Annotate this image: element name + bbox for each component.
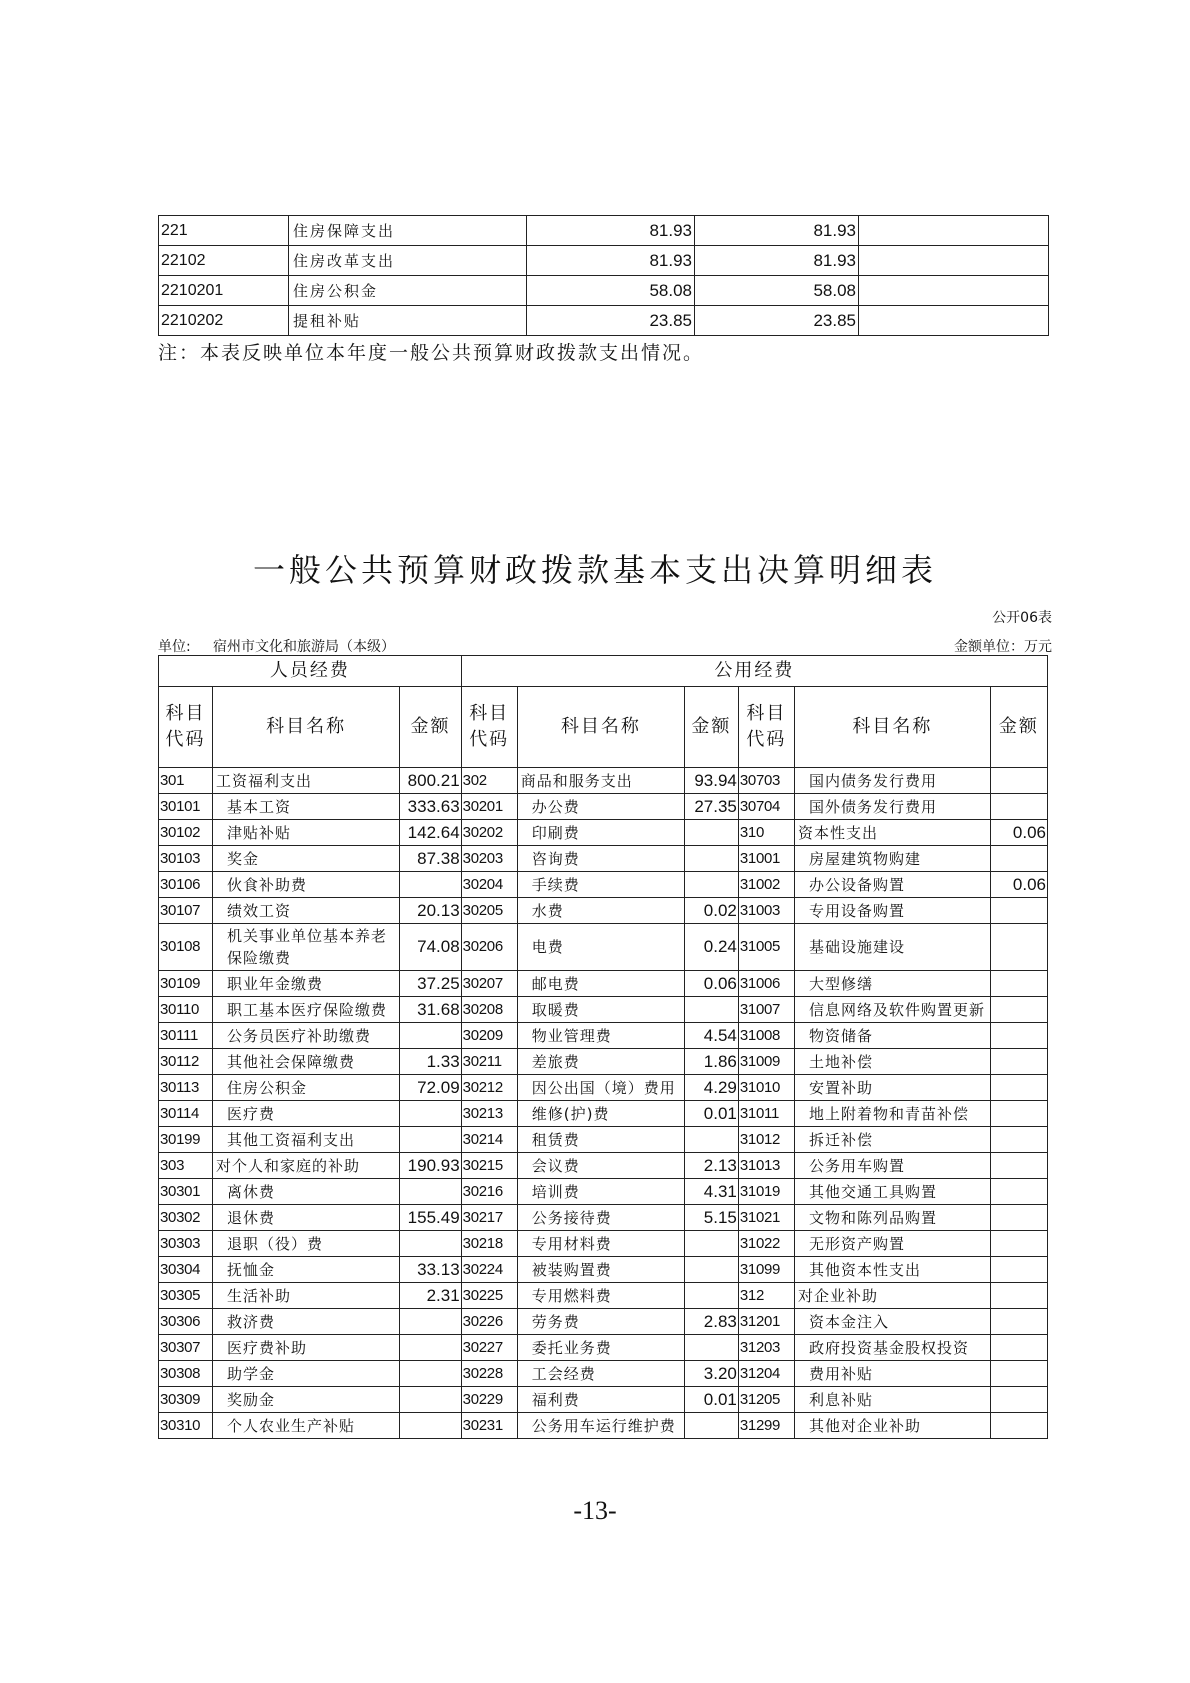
personnel-code: 30102 [159, 820, 213, 846]
personnel-amount [400, 1387, 461, 1413]
personnel-amount: 142.64 [400, 820, 461, 846]
income-expenditure-table-continued [158, 215, 1049, 336]
public-amount: 4.29 [684, 1075, 738, 1101]
public-name: 公务接待费 [517, 1205, 684, 1231]
public-amount-2 [990, 1049, 1047, 1075]
table-row [159, 1309, 1048, 1335]
public-code-2: 31005 [738, 924, 794, 971]
col-name-1: 科目名称 [212, 687, 399, 768]
public-code-2: 31019 [738, 1179, 794, 1205]
table-row [159, 1387, 1048, 1413]
public-amount: 4.54 [684, 1023, 738, 1049]
public-code: 30216 [461, 1179, 517, 1205]
unit-name: 宿州市文化和旅游局（本级） [212, 639, 395, 655]
public-name-2: 对企业补助 [794, 1283, 990, 1309]
personnel-amount: 155.49 [400, 1205, 461, 1231]
public-code: 30224 [461, 1257, 517, 1283]
public-name-2: 无形资产购置 [794, 1231, 990, 1257]
group-header-row [159, 656, 1048, 687]
public-name: 福利费 [517, 1387, 684, 1413]
table-row [159, 1101, 1048, 1127]
public-code-2: 30703 [738, 768, 794, 794]
table-row [159, 1023, 1048, 1049]
personnel-name: 抚恤金 [212, 1257, 399, 1283]
table-row [159, 1179, 1048, 1205]
personnel-code: 30304 [159, 1257, 213, 1283]
public-code: 30231 [461, 1413, 517, 1439]
public-amount-2 [990, 1127, 1047, 1153]
personnel-amount: 74.08 [400, 924, 461, 971]
table-row [159, 216, 1049, 246]
public-code: 30208 [461, 997, 517, 1023]
public-amount: 3.20 [684, 1361, 738, 1387]
public-code: 30211 [461, 1049, 517, 1075]
table-row [159, 898, 1048, 924]
public-code: 30207 [461, 971, 517, 997]
personnel-name: 基本工资 [212, 794, 399, 820]
public-name-2: 地上附着物和青苗补偿 [794, 1101, 990, 1127]
public-name: 差旅费 [517, 1049, 684, 1075]
public-code-2: 31006 [738, 971, 794, 997]
personnel-name: 生活补助 [212, 1283, 399, 1309]
personnel-name: 离休费 [212, 1179, 399, 1205]
personnel-code: 30307 [159, 1335, 213, 1361]
amount-cell: 81.93 [527, 246, 695, 276]
amount-cell: 58.08 [527, 276, 695, 306]
public-amount [684, 1283, 738, 1309]
public-amount-2 [990, 1309, 1047, 1335]
reporting-unit [158, 636, 395, 656]
personnel-name: 职工基本医疗保险缴费 [212, 997, 399, 1023]
public-code: 30229 [461, 1387, 517, 1413]
personnel-name: 公务员医疗补助缴费 [212, 1023, 399, 1049]
page-title: 一般公共预算财政拨款基本支出决算明细表 [252, 551, 937, 589]
public-name: 手续费 [517, 872, 684, 898]
personnel-code: 30114 [159, 1101, 213, 1127]
public-name-2: 信息网络及软件购置更新 [794, 997, 990, 1023]
public-amount: 0.02 [684, 898, 738, 924]
public-name: 物业管理费 [517, 1023, 684, 1049]
col-amount-2: 金额 [684, 687, 738, 768]
personnel-name: 奖金 [212, 846, 399, 872]
public-amount: 2.83 [684, 1309, 738, 1335]
personnel-code: 30111 [159, 1023, 213, 1049]
public-amount-2 [990, 768, 1047, 794]
personnel-name: 医疗费补助 [212, 1335, 399, 1361]
personnel-name: 医疗费 [212, 1101, 399, 1127]
table-row [159, 276, 1049, 306]
personnel-name: 住房公积金 [212, 1075, 399, 1101]
public-name: 会议费 [517, 1153, 684, 1179]
table-row [159, 1127, 1048, 1153]
public-name-2: 公务用车购置 [794, 1153, 990, 1179]
personnel-code: 30112 [159, 1049, 213, 1075]
personnel-name: 奖励金 [212, 1387, 399, 1413]
public-expenses-header: 公用经费 [461, 656, 1047, 687]
amount-cell [859, 246, 1049, 276]
table-row [159, 1205, 1048, 1231]
public-name-2: 房屋建筑物购建 [794, 846, 990, 872]
personnel-code: 30103 [159, 846, 213, 872]
public-amount-2 [990, 971, 1047, 997]
public-amount-2 [990, 997, 1047, 1023]
public-amount-2 [990, 1283, 1047, 1309]
public-name: 被装购置费 [517, 1257, 684, 1283]
amount-cell [859, 216, 1049, 246]
personnel-code: 301 [159, 768, 213, 794]
public-name: 工会经费 [517, 1361, 684, 1387]
public-code: 30213 [461, 1101, 517, 1127]
public-code: 30225 [461, 1283, 517, 1309]
public-code-2: 31002 [738, 872, 794, 898]
col-code-3: 科目代码 [738, 687, 794, 768]
subject-code: 2210201 [159, 276, 289, 306]
personnel-name: 职业年金缴费 [212, 971, 399, 997]
public-code-2: 31204 [738, 1361, 794, 1387]
public-amount [684, 820, 738, 846]
table-row [159, 1361, 1048, 1387]
public-name: 办公费 [517, 794, 684, 820]
public-amount: 93.94 [684, 768, 738, 794]
personnel-amount: 333.63 [400, 794, 461, 820]
personnel-code: 30310 [159, 1413, 213, 1439]
personnel-amount [400, 1361, 461, 1387]
personnel-code: 30305 [159, 1283, 213, 1309]
personnel-code: 30303 [159, 1231, 213, 1257]
public-amount: 0.06 [684, 971, 738, 997]
personnel-name: 津贴补贴 [212, 820, 399, 846]
personnel-code: 30110 [159, 997, 213, 1023]
public-code: 30201 [461, 794, 517, 820]
public-code: 30214 [461, 1127, 517, 1153]
public-name-2: 土地补偿 [794, 1049, 990, 1075]
public-amount: 5.15 [684, 1205, 738, 1231]
table-row [159, 1049, 1048, 1075]
personnel-name: 救济费 [212, 1309, 399, 1335]
personnel-amount: 20.13 [400, 898, 461, 924]
public-name: 租赁费 [517, 1127, 684, 1153]
table-row [159, 1257, 1048, 1283]
table-row [159, 246, 1049, 276]
public-name-2: 拆迁补偿 [794, 1127, 990, 1153]
table-row [159, 924, 1048, 971]
col-name-3: 科目名称 [794, 687, 990, 768]
personnel-amount [400, 1231, 461, 1257]
amount-cell: 23.85 [527, 306, 695, 336]
public-code: 30205 [461, 898, 517, 924]
personnel-amount [400, 1127, 461, 1153]
public-amount-2 [990, 1075, 1047, 1101]
amount-cell: 81.93 [527, 216, 695, 246]
public-amount-2 [990, 898, 1047, 924]
public-amount: 0.24 [684, 924, 738, 971]
public-code: 30228 [461, 1361, 517, 1387]
personnel-amount: 190.93 [400, 1153, 461, 1179]
subject-name: 提租补贴 [289, 306, 527, 336]
public-amount: 0.01 [684, 1101, 738, 1127]
personnel-code: 30106 [159, 872, 213, 898]
personnel-name: 退休费 [212, 1205, 399, 1231]
personnel-amount: 2.31 [400, 1283, 461, 1309]
subject-name: 住房公积金 [289, 276, 527, 306]
personnel-amount [400, 1413, 461, 1439]
public-code-2: 31099 [738, 1257, 794, 1283]
subject-name: 住房保障支出 [289, 216, 527, 246]
amount-cell [859, 276, 1049, 306]
public-name: 水费 [517, 898, 684, 924]
public-name-2: 其他交通工具购置 [794, 1179, 990, 1205]
public-amount-2 [990, 1257, 1047, 1283]
public-amount [684, 1231, 738, 1257]
public-amount [684, 872, 738, 898]
public-code-2: 310 [738, 820, 794, 846]
public-name: 咨询费 [517, 846, 684, 872]
public-amount [684, 1257, 738, 1283]
public-code: 30202 [461, 820, 517, 846]
personnel-code: 30199 [159, 1127, 213, 1153]
personnel-amount: 87.38 [400, 846, 461, 872]
public-amount: 27.35 [684, 794, 738, 820]
amount-unit: 金额单位：万元 [954, 639, 1052, 655]
public-amount-2 [990, 1335, 1047, 1361]
table-row [159, 768, 1048, 794]
personnel-name: 对个人和家庭的补助 [212, 1153, 399, 1179]
page-number: -13- [573, 1496, 617, 1525]
personnel-code: 30107 [159, 898, 213, 924]
public-code-2: 31011 [738, 1101, 794, 1127]
public-amount-2 [990, 1231, 1047, 1257]
public-code-2: 31001 [738, 846, 794, 872]
personnel-amount [400, 1179, 461, 1205]
form-number: 公开06表 [992, 610, 1052, 626]
personnel-amount [400, 872, 461, 898]
personnel-code: 30101 [159, 794, 213, 820]
public-name-2: 费用补贴 [794, 1361, 990, 1387]
public-name-2: 物资储备 [794, 1023, 990, 1049]
public-code-2: 31010 [738, 1075, 794, 1101]
public-name-2: 利息补贴 [794, 1387, 990, 1413]
public-name: 维修(护)费 [517, 1101, 684, 1127]
subject-code: 22102 [159, 246, 289, 276]
public-name: 邮电费 [517, 971, 684, 997]
personnel-code: 30302 [159, 1205, 213, 1231]
subject-name: 住房改革支出 [289, 246, 527, 276]
public-code-2: 30704 [738, 794, 794, 820]
public-name: 劳务费 [517, 1309, 684, 1335]
public-code-2: 31299 [738, 1413, 794, 1439]
public-amount-2 [990, 1361, 1047, 1387]
public-amount-2 [990, 794, 1047, 820]
public-name: 印刷费 [517, 820, 684, 846]
personnel-code: 30306 [159, 1309, 213, 1335]
personnel-amount [400, 1101, 461, 1127]
public-name-2: 资本金注入 [794, 1309, 990, 1335]
public-code: 30226 [461, 1309, 517, 1335]
public-code-2: 31008 [738, 1023, 794, 1049]
public-code-2: 31201 [738, 1309, 794, 1335]
public-name: 专用材料费 [517, 1231, 684, 1257]
personnel-name: 退职（役）费 [212, 1231, 399, 1257]
personnel-code: 30309 [159, 1387, 213, 1413]
public-amount-2 [990, 846, 1047, 872]
personnel-amount [400, 1335, 461, 1361]
table-row [159, 1283, 1048, 1309]
amount-cell [859, 306, 1049, 336]
personnel-amount [400, 1309, 461, 1335]
personnel-code: 30108 [159, 924, 213, 971]
public-name: 取暖费 [517, 997, 684, 1023]
public-name-2: 其他资本性支出 [794, 1257, 990, 1283]
unit-label: 单位: [158, 639, 191, 655]
public-code-2: 31009 [738, 1049, 794, 1075]
public-name-2: 国外债务发行费用 [794, 794, 990, 820]
public-name-2: 安置补助 [794, 1075, 990, 1101]
public-amount-2 [990, 1413, 1047, 1439]
col-amount-3: 金额 [990, 687, 1047, 768]
personnel-code: 30308 [159, 1361, 213, 1387]
public-name-2: 办公设备购置 [794, 872, 990, 898]
personnel-name: 个人农业生产补贴 [212, 1413, 399, 1439]
personnel-amount: 31.68 [400, 997, 461, 1023]
public-code: 30206 [461, 924, 517, 971]
col-code-1: 科目代码 [159, 687, 213, 768]
top-table-body [159, 216, 1049, 336]
column-header-row [159, 687, 1048, 768]
public-code: 30212 [461, 1075, 517, 1101]
public-code: 30209 [461, 1023, 517, 1049]
table-row [159, 820, 1048, 846]
public-amount-2 [990, 1153, 1047, 1179]
public-amount-2: 0.06 [990, 872, 1047, 898]
table-row [159, 997, 1048, 1023]
public-amount-2 [990, 1023, 1047, 1049]
public-name-2: 政府投资基金股权投资 [794, 1335, 990, 1361]
table-note: 注：本表反映单位本年度一般公共预算财政拨款支出情况。 [158, 342, 705, 364]
public-name-2: 资本性支出 [794, 820, 990, 846]
public-amount-2 [990, 924, 1047, 971]
public-name: 委托业务费 [517, 1335, 684, 1361]
table-row [159, 846, 1048, 872]
public-amount-2 [990, 1205, 1047, 1231]
amount-cell: 23.85 [695, 306, 859, 336]
public-name: 电费 [517, 924, 684, 971]
table-row [159, 794, 1048, 820]
public-code-2: 312 [738, 1283, 794, 1309]
personnel-amount: 800.21 [400, 768, 461, 794]
public-code: 30227 [461, 1335, 517, 1361]
basic-expenditure-detail-table [158, 655, 1048, 1439]
public-amount: 0.01 [684, 1387, 738, 1413]
public-code: 30217 [461, 1205, 517, 1231]
public-name-2: 国内债务发行费用 [794, 768, 990, 794]
col-code-2: 科目代码 [461, 687, 517, 768]
public-name-2: 专用设备购置 [794, 898, 990, 924]
public-amount-2 [990, 1179, 1047, 1205]
personnel-amount: 1.33 [400, 1049, 461, 1075]
public-amount: 2.13 [684, 1153, 738, 1179]
public-code: 302 [461, 768, 517, 794]
public-code-2: 31205 [738, 1387, 794, 1413]
table-row [159, 1075, 1048, 1101]
public-code-2: 31021 [738, 1205, 794, 1231]
public-code-2: 31013 [738, 1153, 794, 1179]
subject-code: 2210202 [159, 306, 289, 336]
amount-cell: 81.93 [695, 246, 859, 276]
public-amount [684, 1413, 738, 1439]
personnel-code: 303 [159, 1153, 213, 1179]
public-name-2: 基础设施建设 [794, 924, 990, 971]
public-name: 因公出国（境）费用 [517, 1075, 684, 1101]
amount-cell: 58.08 [695, 276, 859, 306]
public-code-2: 31007 [738, 997, 794, 1023]
personnel-name: 伙食补助费 [212, 872, 399, 898]
personnel-amount: 33.13 [400, 1257, 461, 1283]
personnel-name: 工资福利支出 [212, 768, 399, 794]
public-name-2: 文物和陈列品购置 [794, 1205, 990, 1231]
personnel-amount [400, 1023, 461, 1049]
personnel-name: 其他社会保障缴费 [212, 1049, 399, 1075]
public-amount-2 [990, 1101, 1047, 1127]
public-code: 30204 [461, 872, 517, 898]
public-code-2: 31003 [738, 898, 794, 924]
personnel-name: 机关事业单位基本养老保险缴费 [212, 924, 399, 971]
table-row [159, 1153, 1048, 1179]
personnel-expenses-header: 人员经费 [159, 656, 462, 687]
personnel-name: 助学金 [212, 1361, 399, 1387]
public-name: 商品和服务支出 [517, 768, 684, 794]
public-code: 30203 [461, 846, 517, 872]
public-name: 专用燃料费 [517, 1283, 684, 1309]
public-name-2: 其他对企业补助 [794, 1413, 990, 1439]
public-code-2: 31203 [738, 1335, 794, 1361]
personnel-code: 30113 [159, 1075, 213, 1101]
main-table-body [159, 768, 1048, 1439]
personnel-code: 30301 [159, 1179, 213, 1205]
amount-cell: 81.93 [695, 216, 859, 246]
table-row [159, 1413, 1048, 1439]
public-code-2: 31012 [738, 1127, 794, 1153]
public-amount: 4.31 [684, 1179, 738, 1205]
personnel-amount: 37.25 [400, 971, 461, 997]
col-name-2: 科目名称 [517, 687, 684, 768]
public-amount [684, 846, 738, 872]
public-amount [684, 997, 738, 1023]
table-row [159, 872, 1048, 898]
public-name: 公务用车运行维护费 [517, 1413, 684, 1439]
public-amount [684, 1127, 738, 1153]
public-code: 30218 [461, 1231, 517, 1257]
personnel-code: 30109 [159, 971, 213, 997]
public-amount: 1.86 [684, 1049, 738, 1075]
public-code: 30215 [461, 1153, 517, 1179]
public-amount [684, 1335, 738, 1361]
table-row [159, 971, 1048, 997]
public-amount-2 [990, 1387, 1047, 1413]
public-amount-2: 0.06 [990, 820, 1047, 846]
col-amount-1: 金额 [400, 687, 461, 768]
public-name-2: 大型修缮 [794, 971, 990, 997]
public-name: 培训费 [517, 1179, 684, 1205]
personnel-name: 其他工资福利支出 [212, 1127, 399, 1153]
table-row [159, 306, 1049, 336]
table-row [159, 1231, 1048, 1257]
subject-code: 221 [159, 216, 289, 246]
personnel-amount: 72.09 [400, 1075, 461, 1101]
table-row [159, 1335, 1048, 1361]
personnel-name: 绩效工资 [212, 898, 399, 924]
public-code-2: 31022 [738, 1231, 794, 1257]
